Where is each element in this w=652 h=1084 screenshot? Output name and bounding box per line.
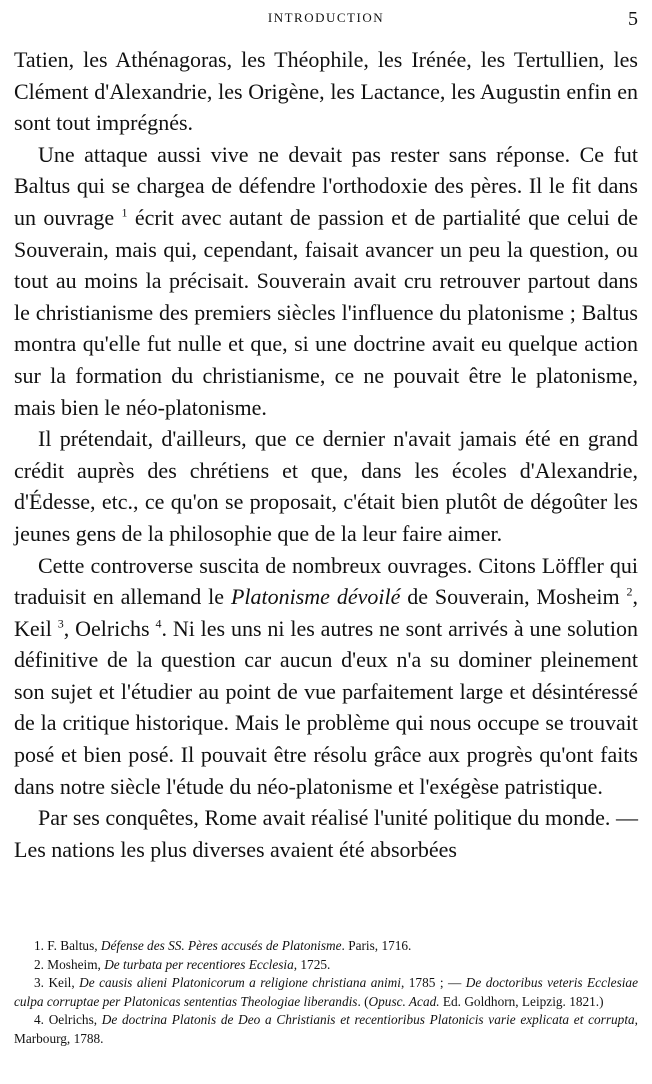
footnote-marker: 1	[121, 205, 128, 220]
text-run: Par ses conquêtes, Rome avait réalisé l'unité politique du monde. — Les nations les plus diverses avaient été absorbées	[14, 805, 638, 862]
paragraph	[14, 139, 638, 423]
running-head: INTRODUCTION	[267, 10, 385, 25]
page-header	[0, 8, 652, 30]
footnote-marker: 2	[626, 584, 633, 599]
text-run: Cette controverse suscita de nombreux ouvrages. Citons Löffler qui traduisit en allemand le	[14, 552, 638, 610]
footnote	[14, 974, 638, 1011]
text-run: , 1785 ; —	[400, 975, 466, 991]
page-number: 5	[628, 8, 638, 30]
text-run: . Paris, 1716.	[341, 938, 412, 953]
text-run: écrit avec autant de passion et de partialité que celui de Souverain, mais qui, cependant, faisait avancer un peu la question, ou tout au moins la précisait. Souverain avait cru retrouver partout dans le christianisme des premiers siècles l'influence du platonisme ; Baltus montra qu'elle fut nulle et que, si une doctrine avait eu quelque action sur la formation du christianisme, ce ne pouvait être le platonisme, mais bien le néo-platonisme.	[14, 204, 639, 420]
text-run: de Souverain, Mosheim	[400, 584, 627, 610]
text-run: 1. F. Baltus,	[34, 938, 101, 953]
footnote	[14, 1011, 638, 1048]
footnote	[14, 956, 638, 975]
italic-title: Platonisme dévoilé	[230, 584, 401, 610]
text-run: 3. Keil,	[34, 975, 80, 991]
text-run: 2. Mosheim,	[34, 956, 105, 972]
footnote	[14, 937, 638, 956]
text-run: , Keil	[14, 584, 638, 641]
footnote-marker: 3	[57, 616, 64, 631]
text-run: . (	[357, 993, 369, 1009]
footnotes	[14, 937, 638, 1049]
text-run: , Marbourg, 1788.	[14, 1012, 638, 1046]
italic-title: De doctoribus veteris Ecclesiae culpa corruptae per Platonicas sententias Theologiae liberandis	[14, 975, 638, 1009]
italic-title: De doctrina Platonis de Deo a Christianis et recentioribus Platonicis varie explicata et corrupta	[101, 1012, 635, 1028]
footnote-marker: 4	[155, 616, 162, 631]
text-run: Il prétendait, d'ailleurs, que ce dernier n'avait jamais été en grand crédit auprès des chrétiens et que, dans les écoles d'Alexandrie, d'Édesse, etc., ce qu'on se proposait, c'était bien plutôt de dégoûter les jeunes gens de la philosophie que de la leur faire aimer.	[14, 426, 638, 546]
text-run: , 1725.	[293, 956, 331, 972]
paragraph	[14, 802, 638, 865]
text-run: Ed. Goldhorn, Leipzig. 1821.)	[439, 993, 604, 1009]
text-run: 4. Oelrichs,	[34, 1012, 102, 1028]
italic-title: Défense des SS. Pères accusés de Platonisme	[100, 938, 342, 953]
italic-title: De turbata per recentiores Ecclesia	[104, 956, 294, 972]
text-run: , Oelrichs	[63, 615, 156, 641]
text-run: Tatien, les Athénagoras, les Théophile, les Irénée, les Tertullien, les Clément d'Alexandrie, les Origène, les Lactance, les Augustin enfin en sont tout imprégnés.	[14, 47, 638, 136]
text-run: . Ni les uns ni les autres ne sont arrivés à une solution définitive de la question car aucun d'eux n'a su dominer pleinement son sujet et l'étudier au point de vue parfaitement large et désintéressé de la critique historique. Mais le problème qui nous occupe se trouvait posé et bien posé. Il pouvait être résolu grâce aux progrès qu'ont faits dans notre siècle l'étude du néo-platonisme et l'exégèse patristique.	[14, 615, 638, 799]
text-run: Une attaque aussi vive ne devait pas rester sans réponse. Ce fut Baltus qui se chargea de défendre l'orthodoxie des pères. Il le fit dans un ouvrage	[14, 141, 638, 230]
paragraph	[14, 423, 638, 549]
italic-title: Opusc. Acad.	[368, 993, 440, 1009]
main-text	[14, 44, 638, 865]
italic-title: De causis alieni Platonicorum a religione christiana animi	[79, 975, 401, 991]
paragraph	[14, 550, 638, 803]
paragraph	[14, 44, 638, 139]
